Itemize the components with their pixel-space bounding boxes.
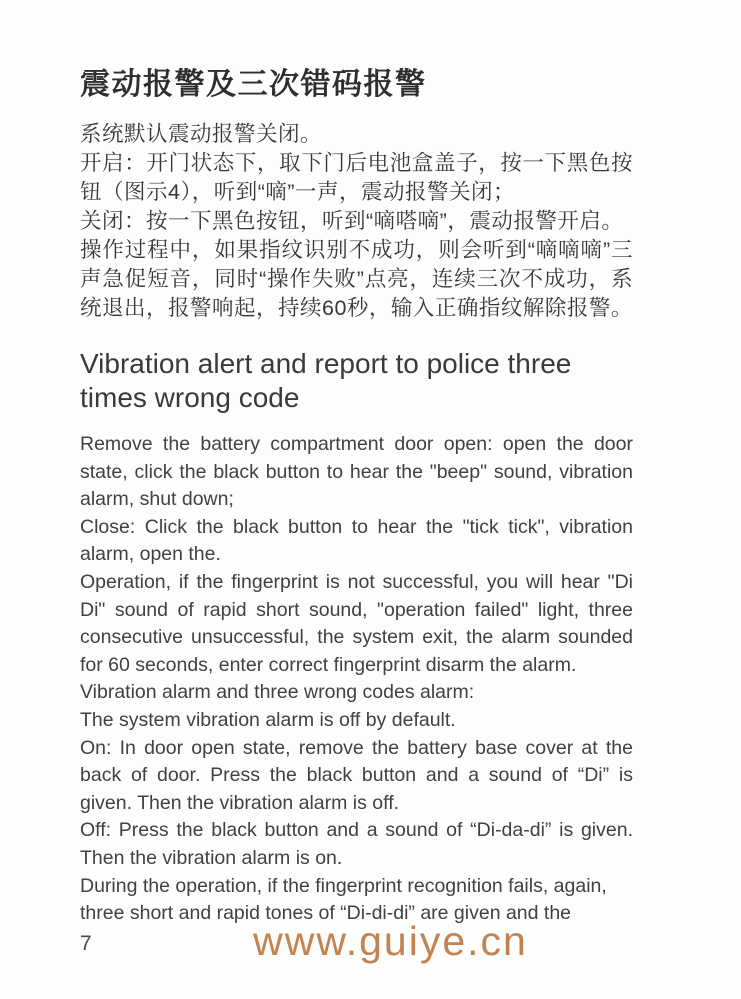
chinese-paragraph: 开启：开门状态下，取下门后电池盒盖子，按一下黑色按钮（图示4），听到“嘀”一声，震动报警关闭； bbox=[80, 151, 633, 204]
english-paragraph: Vibration alarm and three wrong codes alarm: bbox=[80, 681, 475, 704]
english-paragraph: On: In door open state, remove the battery base cover at the back of door. Press the black button and a sound of “Di” is given. Then the vibration alarm is off. bbox=[80, 736, 633, 814]
watermark-url: www.guiye.cn bbox=[253, 918, 528, 964]
page-content bbox=[80, 0, 633, 928]
english-paragraph: The system vibration alarm is off by default. bbox=[80, 708, 456, 731]
english-body-text bbox=[80, 431, 633, 928]
english-paragraph: Remove the battery compartment door open: open the door state, click the black button to hear the "beep" sound, vibration alarm, shut down; bbox=[80, 433, 633, 511]
chinese-body-text bbox=[80, 120, 633, 323]
english-paragraph: Operation, if the fingerprint is not successful, you will hear "Di Di" sound of rapid short sound, "operation failed" light, three consecutive unsuccessful, the system exit, the alarm sounded for 60 seconds, enter correct fingerprint disarm the alarm. bbox=[80, 570, 633, 676]
english-paragraph: During the operation, if the fingerprint recognition fails, again, three short and rapid tones of “Di-di-di” are given and the bbox=[80, 874, 607, 925]
english-section-title: Vibration alert and report to police three times wrong code bbox=[80, 348, 572, 413]
page-number: 7 bbox=[80, 932, 92, 955]
english-paragraph: Off: Press the black button and a sound of “Di-da-di” is given. Then the vibration alarm is on. bbox=[80, 819, 633, 869]
chinese-paragraph: 操作过程中，如果指纹识别不成功，则会听到“嘀嘀嘀”三声急促短音，同时“操作失败”点亮，连续三次不成功，系统退出，报警响起，持续60秒，输入正确指纹解除报警。 bbox=[80, 238, 633, 320]
english-paragraph: Close: Click the black button to hear the "tick tick", vibration alarm, open the. bbox=[80, 515, 633, 566]
chinese-section-title: 震动报警及三次错码报警 bbox=[80, 68, 427, 101]
chinese-paragraph: 系统默认震动报警关闭。 bbox=[80, 122, 323, 146]
chinese-paragraph: 关闭：按一下黑色按钮，听到“嘀嗒嘀”，震动报警开启。 bbox=[80, 209, 624, 233]
